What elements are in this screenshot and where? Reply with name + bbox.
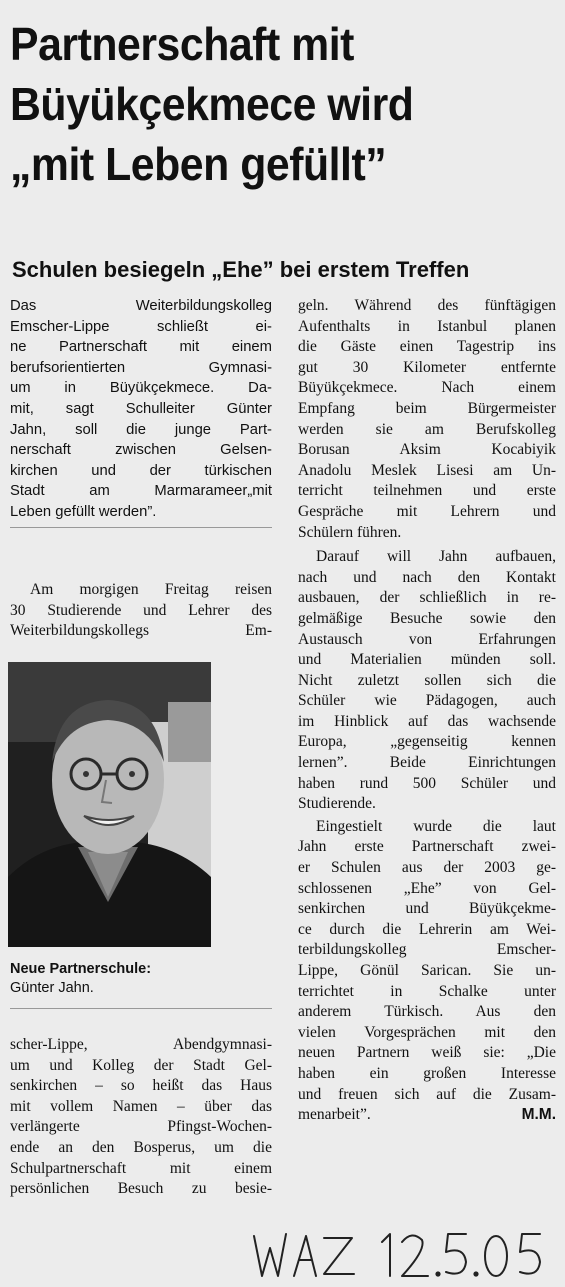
text-line: Leben gefüllt werden”. [10,503,157,520]
text-line: Borusan Aksim Kocabiyik [298,441,556,459]
handwritten-source-stamp [250,1222,550,1282]
text-line: Emscher-Lippe schließt ei- [10,318,272,335]
article-column-left-top [10,296,272,523]
text-line: terricht teilnehmen und erste [298,482,556,500]
author-initials: M.M. [521,1106,556,1124]
paragraph-itinerary [298,296,556,543]
divider [10,527,272,528]
text-line: Schüler wie Pädagogen, auch [298,692,556,710]
subheadline: Schulen besiegeln „Ehe” bei erstem Treffen [12,257,470,282]
text-line: ende an den Bosperus, um die [10,1138,272,1156]
text-line: vielen Vorgesprächen mit den [298,1023,556,1041]
text-line: Nicht zuletzt sollen sich die [298,671,556,689]
text-line: haben rund 500 Schüler und [298,774,556,792]
text-line: im Hinblick auf das wachsende [298,712,556,730]
paragraph-intro [10,296,272,523]
photo-caption [10,960,272,998]
text-line: mit vollem Namen – über das [10,1097,272,1115]
portrait-illustration [8,662,211,947]
text-line: kirchen und der türkischen [10,462,272,479]
text-line: Stadt am Marmarameer„mit [10,483,272,500]
article-column-right [298,296,556,1126]
text-line: ce durch die Lehrerin am Wei- [298,920,556,938]
text-line: Schulpartnerschaft mit einem [10,1159,272,1177]
text-line: um in Büyükçekmece. Da- [10,380,272,397]
text-line: terbildungskolleg Emscher- [298,941,556,959]
text-line: Lippe, Gönül Sarican. Sie un- [298,962,556,979]
text-line: um und Kolleg der Stadt Gel- [10,1056,272,1074]
text-line: gelmäßige Besuche sowie den [298,609,556,627]
text-line: nach und nach den Kontakt [298,568,556,586]
caption-title: Neue Partnerschule: [10,961,152,977]
portrait-photo [8,662,211,947]
text-line: anderem Türkisch. Aus den [298,1003,556,1021]
text-line: Aufenthalts in Istanbul planen [298,317,556,335]
text-line: senkirchen – so heißt das Haus [10,1077,272,1095]
text-line: Schülern führen. [298,523,402,541]
text-line: Eingestielt wurde die laut [316,817,556,835]
divider [10,1008,272,1009]
headline-line-3: „mit Leben gefüllt” [10,138,387,190]
text-line: Darauf will Jahn aufbauen, [316,548,556,566]
text-line: und Materialien münden soll. [298,651,556,669]
text-line: lernen”. Beide Einrichtungen [298,754,556,772]
text-line: Weiterbildungskollegs Em- [10,622,272,640]
text-line: haben ein großen Interesse [298,1064,556,1082]
paragraph-plans [298,547,556,815]
text-line: Gespräche mit Lehrern und [298,502,556,520]
article-column-left-bottom [10,1035,272,1200]
text-line: Jahn erste Partnerschaft zwei- [298,838,556,856]
text-line: senkirchen und Büyükçekme- [298,900,556,918]
text-line: Das Weiterbildungskolleg [10,298,272,314]
caption-name: Günter Jahn. [10,980,94,996]
text-line: nerschaft zwischen Gelsen- [10,442,272,459]
paragraph-origin [298,817,556,1126]
text-line: 30 Studierende und Lehrer des [10,601,272,619]
text-line: gut 30 Kilometer entfernte [298,358,556,376]
text-line: Anadolu Meslek Lisesi am Un- [298,461,556,479]
headline [10,14,520,194]
text-line: berufsorientierten Gymnasi- [10,359,272,376]
text-line: mit, sagt Schulleiter Günter [10,400,272,417]
headline-line-1: Partnerschaft mit [10,18,354,70]
paragraph-school-name [10,1035,272,1200]
text-line: Empfang beim Bürgermeister [298,399,556,417]
text-line: geln. Während des fünftägigen [298,297,556,314]
text-line: neuen Partnern weiß sie: „Die [298,1044,556,1062]
text-line: Europa, „gegenseitig kennen [298,733,556,751]
text-line: menarbeit”. [298,1106,371,1124]
text-line: die Gäste einen Tagestrip ins [298,338,556,356]
text-line: und freuen sich auf die Zusam- [298,1085,556,1103]
headline-line-2: Büyükçekmece wird [10,78,414,130]
text-line: Am morgigen Freitag reisen [30,581,272,598]
text-line: Büyükçekmece. Nach einem [298,379,556,397]
text-line: werden sie am Berufskolleg [298,420,556,438]
text-line: Studierende. [298,795,376,813]
text-line: terrichtet in Schalke unter [298,982,556,1000]
article-column-left-mid [10,580,272,642]
paragraph-travel [10,580,272,642]
text-line: Jahn, soll die junge Part- [10,421,272,438]
text-line: ne Partnerschaft mit einem [10,339,272,356]
text-line: ausbauen, der schließlich in re- [298,589,556,607]
text-line: persönlichen Besuch zu besie- [10,1180,272,1198]
text-line: verlängerte Pfingst-Wochen- [10,1118,272,1136]
text-line: Austausch von Erfahrungen [298,630,556,648]
handwritten-stamp-drawing [250,1222,550,1282]
text-line: er Schulen aus der 2003 ge- [298,859,556,877]
text-line: scher-Lippe, Abendgymnasi- [10,1036,272,1053]
text-line: schlossenen „Ehe” von Gel- [298,879,556,897]
